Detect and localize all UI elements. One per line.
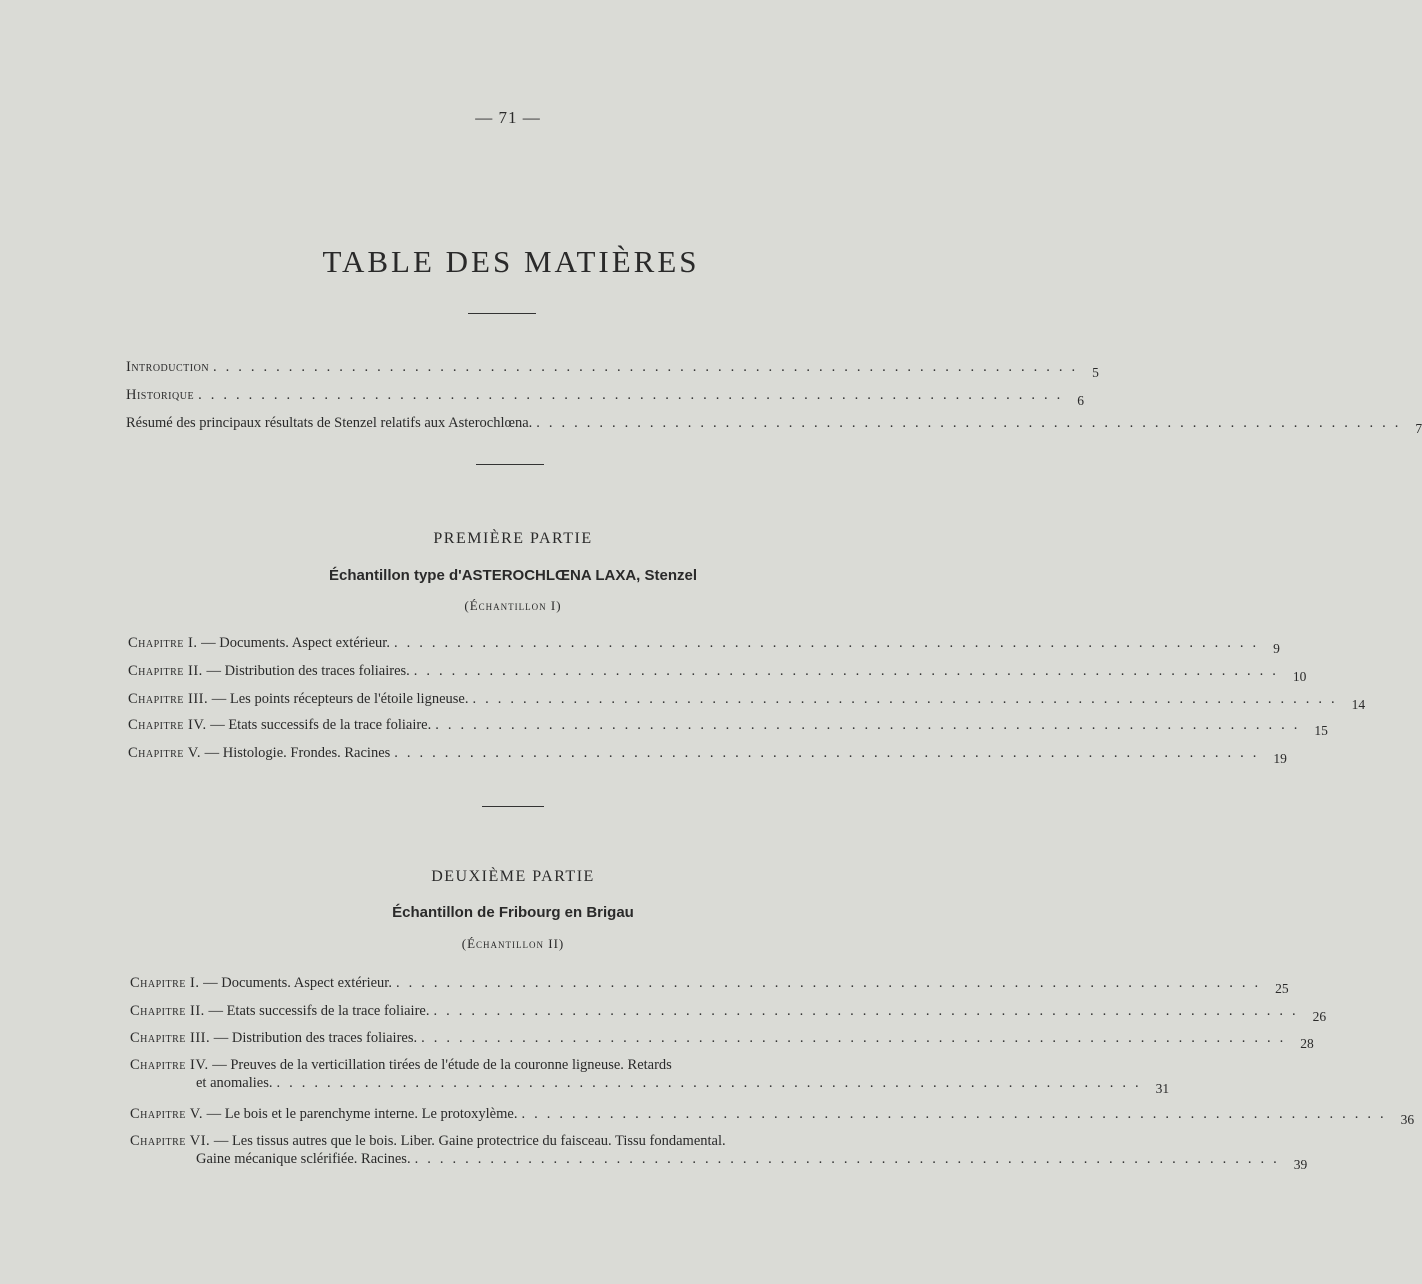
leader-dots: ..................................................................... <box>433 1003 1305 1019</box>
toc-entry-historique <box>126 386 1084 408</box>
toc-page-number: 10 <box>1292 669 1307 684</box>
part-title: DEUXIÈME PARTIE <box>431 868 595 885</box>
chapter-title: — Preuves de la verticillation tirées de l'étude de la couronne ligneuse. Retards <box>212 1057 672 1073</box>
chapter-title-continued: Gaine mécanique sclérifiée. Racines. <box>196 1151 411 1167</box>
toc-page-number: 9 <box>1273 641 1280 656</box>
title-rule <box>468 313 536 314</box>
chapter-entry <box>128 744 1287 766</box>
page-number: — 71 — <box>475 108 541 127</box>
chapter-entry <box>130 1056 1170 1096</box>
part-subtitle: Échantillon type d'ASTEROCHLŒNA LAXA, Stenzel <box>328 567 698 584</box>
chapter-entry <box>130 1105 1415 1127</box>
leader-dots: ..................................................................... <box>394 745 1266 761</box>
toc-page-number: 7 <box>1415 421 1422 436</box>
chapter-number: Chapitre II. <box>130 1003 205 1019</box>
chapter-number: Chapitre I. <box>130 975 200 991</box>
chapter-title-continued: et anomalies. <box>196 1075 273 1091</box>
section-rule <box>482 806 544 807</box>
part-title: PREMIÈRE PARTIE <box>433 530 593 547</box>
chapter-entry <box>128 690 1366 712</box>
chapter-title: — Etats successifs de la trace foliaire. <box>208 1003 430 1019</box>
toc-page-number: 15 <box>1314 723 1328 738</box>
toc-page-number: 19 <box>1273 751 1287 766</box>
toc-page-number: 36 <box>1400 1112 1415 1127</box>
chapter-number: Chapitre III. <box>130 1030 211 1046</box>
toc-entry-label: Résumé des principaux résultats de Stenzel relatifs aux Asterochlœna. <box>126 415 533 431</box>
chapter-entry <box>130 1029 1314 1051</box>
toc-page-number: 31 <box>1155 1081 1170 1096</box>
toc-entry-label: Introduction <box>126 359 210 375</box>
leader-dots: ..................................................................... <box>421 1030 1293 1046</box>
leader-dots: ..................................................................... <box>536 415 1408 431</box>
toc-page-number: 28 <box>1300 1036 1314 1051</box>
chapter-number: Chapitre I. <box>128 635 198 651</box>
chapter-title: — Histologie. Frondes. Racines <box>204 745 391 761</box>
chapter-entry <box>130 1002 1327 1024</box>
chapter-number: Chapitre III. <box>128 691 209 707</box>
leader-dots: ..................................................................... <box>395 975 1268 991</box>
toc-page-number: 25 <box>1275 981 1289 996</box>
chapter-title: — Documents. Aspect extérieur. <box>201 635 390 651</box>
chapter-number: Chapitre V. <box>128 745 201 761</box>
toc-page-number: 14 <box>1351 697 1366 712</box>
leader-dots: ..................................................................... <box>393 635 1266 651</box>
chapter-title: — Le bois et le parenchyme interne. Le protoxylème. <box>206 1106 518 1122</box>
chapter-number: Chapitre II. <box>128 663 203 679</box>
chapter-title: — Distribution des traces foliaires. <box>213 1030 418 1046</box>
leader-dots: ..................................................................... <box>198 387 1070 403</box>
leader-dots: ..................................................................... <box>213 359 1085 375</box>
toc-page-number: 6 <box>1077 393 1084 408</box>
leader-dots: ..................................................................... <box>435 717 1307 733</box>
leader-dots: ..................................................................... <box>413 663 1285 679</box>
toc-page-number: 39 <box>1293 1157 1308 1172</box>
toc-entry-label: Historique <box>126 387 195 403</box>
chapter-entry <box>130 1132 1308 1172</box>
toc-entry-resume <box>126 414 1422 436</box>
chapter-entry <box>128 662 1307 684</box>
toc-entry-introduction <box>126 358 1099 380</box>
chapter-entry <box>128 716 1328 738</box>
chapter-entry <box>128 634 1280 656</box>
section-rule <box>476 464 544 465</box>
chapter-number: Chapitre IV. <box>130 1057 209 1073</box>
part-subtitle: Échantillon de Fribourg en Brigau <box>392 904 634 921</box>
chapter-number: Chapitre IV. <box>128 717 207 733</box>
leader-dots: ..................................................................... <box>276 1075 1148 1091</box>
chapter-title: — Documents. Aspect extérieur. <box>203 975 392 991</box>
chapter-title: — Distribution des traces foliaires. <box>206 663 410 679</box>
leader-dots: ..................................................................... <box>472 691 1344 707</box>
chapter-number: Chapitre V. <box>130 1106 203 1122</box>
chapter-entry <box>130 974 1289 996</box>
toc-page-number: 5 <box>1092 365 1099 380</box>
specimen-label: (Échantillon II) <box>461 936 565 951</box>
chapter-title: — Etats successifs de la trace foliaire. <box>210 717 432 733</box>
specimen-label: (Échantillon I) <box>464 598 562 613</box>
page-title: TABLE DES MATIÈRES <box>322 244 700 279</box>
leader-dots: ..................................................................... <box>521 1106 1393 1122</box>
leader-dots: ..................................................................... <box>414 1151 1286 1167</box>
chapter-number: Chapitre VI. <box>130 1133 211 1149</box>
chapter-title: — Les tissus autres que le bois. Liber. Gaine protectrice du faisceau. Tissu fondamental. <box>213 1133 726 1149</box>
chapter-title: — Les points récepteurs de l'étoile ligneuse. <box>211 691 469 707</box>
toc-page-number: 26 <box>1312 1009 1327 1024</box>
